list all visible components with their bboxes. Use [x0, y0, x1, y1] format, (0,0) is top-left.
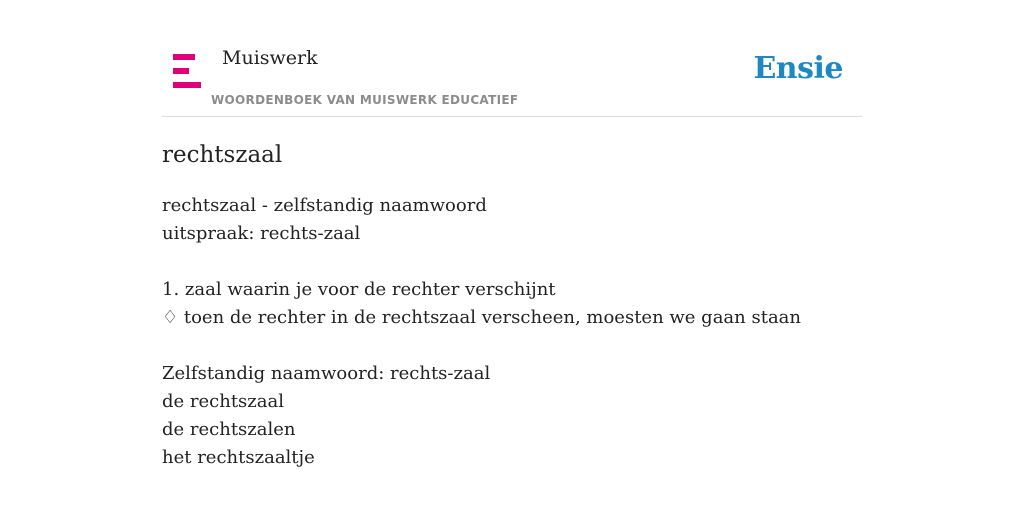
- blank-line: [162, 332, 862, 360]
- form-item: het rechtszaaltje: [162, 447, 315, 468]
- page-header: [162, 0, 862, 117]
- meaning-item: 1. zaal waarin je voor de rechter verschijnt: [162, 279, 556, 300]
- brand-subtitle: WOORDENBOEK VAN MUISWERK EDUCATIEF: [211, 93, 519, 107]
- entry-title: rechtszaal: [162, 142, 283, 168]
- brand-name[interactable]: Muiswerk: [222, 47, 318, 69]
- forms-header: Zelfstandig naamwoord: rechts-zaal: [162, 363, 491, 384]
- example-sentence: ♢ toen de rechter in de rechtszaal verscheen, moesten we gaan staan: [162, 307, 802, 328]
- form-item: de rechtszaal: [162, 391, 285, 412]
- muiswerk-logo-icon[interactable]: [173, 54, 201, 88]
- blank-line: [162, 248, 862, 276]
- ensie-logo[interactable]: Ensie: [753, 51, 843, 86]
- pronunciation: uitspraak: rechts-zaal: [162, 223, 361, 244]
- definition-header: rechtszaal - zelfstandig naamwoord: [162, 195, 487, 216]
- entry-body: [162, 192, 862, 472]
- form-item: de rechtszalen: [162, 419, 296, 440]
